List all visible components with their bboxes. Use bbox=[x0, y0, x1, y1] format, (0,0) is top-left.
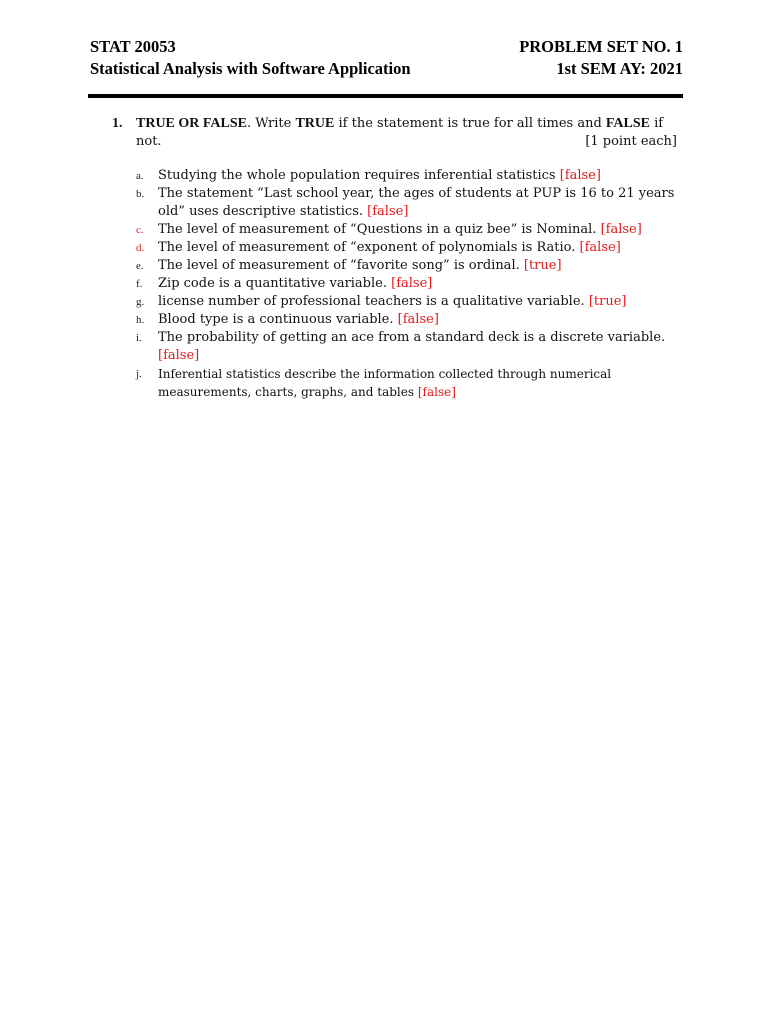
statement-text: The statement “Last school year, the ages of students at PUP is 16 to 21 years old” uses descriptive statistics. bbox=[158, 186, 675, 219]
item-statement bbox=[158, 167, 677, 185]
item-letter: d. bbox=[136, 242, 145, 254]
answer-label: [false] bbox=[417, 385, 456, 399]
list-item bbox=[136, 221, 677, 239]
answer-label: [false] bbox=[397, 312, 439, 327]
false-word: FALSE bbox=[605, 116, 650, 131]
problem-set-title: PROBLEM SET NO. 1 bbox=[519, 37, 683, 56]
document-header bbox=[90, 36, 683, 80]
item-statement bbox=[158, 329, 677, 365]
header-divider bbox=[88, 94, 683, 98]
item-statement bbox=[158, 239, 677, 257]
question-title: TRUE OR FALSE bbox=[136, 116, 247, 131]
list-item bbox=[136, 239, 677, 257]
item-letter: a. bbox=[136, 170, 144, 182]
answer-label: [false] bbox=[158, 348, 200, 363]
instruction-part-b: if the statement is true for all times and bbox=[334, 116, 606, 131]
list-item bbox=[136, 365, 677, 401]
list-item bbox=[136, 311, 677, 329]
statement-text: license number of professional teachers is a qualitative variable. bbox=[158, 294, 585, 309]
semester-label: 1st SEM AY: 2021 bbox=[556, 59, 683, 78]
answer-label: [true] bbox=[588, 294, 627, 309]
answer-label: [true] bbox=[523, 258, 562, 273]
header-row-1 bbox=[90, 36, 683, 58]
list-item bbox=[136, 167, 677, 185]
instruction-part-a: . Write bbox=[246, 116, 296, 131]
question-number: 1. bbox=[112, 116, 123, 131]
statement-list bbox=[112, 167, 677, 401]
question-1 bbox=[112, 115, 677, 401]
list-item bbox=[136, 329, 677, 365]
true-word: TRUE bbox=[295, 116, 335, 131]
answer-label: [false] bbox=[579, 240, 621, 255]
list-item bbox=[136, 257, 677, 275]
item-letter: f. bbox=[136, 278, 143, 290]
statement-text: Blood type is a continuous variable. bbox=[158, 312, 394, 327]
list-item bbox=[136, 185, 677, 221]
statement-text: Zip code is a quantitative variable. bbox=[158, 276, 387, 291]
statement-text: The level of measurement of “exponent of polynomials is Ratio. bbox=[158, 240, 576, 255]
item-letter: e. bbox=[136, 260, 144, 272]
points-note: [1 point each] bbox=[585, 134, 677, 149]
answer-label: [false] bbox=[600, 222, 642, 237]
item-statement bbox=[158, 293, 677, 311]
statement-text: The probability of getting an ace from a standard deck is a discrete variable. bbox=[158, 330, 666, 345]
item-letter: j. bbox=[136, 368, 142, 380]
item-letter: b. bbox=[136, 188, 145, 200]
item-statement bbox=[158, 221, 677, 239]
list-item bbox=[136, 275, 677, 293]
item-statement bbox=[158, 311, 677, 329]
answer-label: [false] bbox=[559, 168, 601, 183]
statement-text: The level of measurement of “Questions in a quiz bee” is Nominal. bbox=[158, 222, 597, 237]
header-row-2 bbox=[90, 58, 683, 80]
statement-text: The level of measurement of “favorite song” is ordinal. bbox=[158, 258, 520, 273]
item-statement bbox=[158, 365, 677, 401]
item-letter: g. bbox=[136, 296, 145, 308]
question-instruction bbox=[136, 115, 677, 133]
item-statement bbox=[158, 257, 677, 275]
course-code: STAT 20053 bbox=[90, 37, 176, 56]
answer-label: [false] bbox=[367, 204, 409, 219]
question-head bbox=[112, 115, 677, 133]
item-letter: i. bbox=[136, 332, 142, 344]
course-title: Statistical Analysis with Software Application bbox=[90, 59, 411, 78]
answer-label: [false] bbox=[391, 276, 433, 291]
instruction-part-c: if bbox=[650, 116, 664, 131]
item-letter: c. bbox=[136, 224, 144, 236]
instruction-part-d: not. bbox=[136, 134, 162, 149]
item-letter: h. bbox=[136, 314, 145, 326]
list-item bbox=[136, 293, 677, 311]
statement-text: Studying the whole population requires inferential statistics bbox=[158, 168, 556, 183]
statement-text: Inferential statistics describe the information collected through numerical measurements, charts, graphs, and tables bbox=[158, 367, 612, 399]
item-statement bbox=[158, 185, 677, 221]
question-line-2 bbox=[112, 133, 677, 151]
item-statement bbox=[158, 275, 677, 293]
